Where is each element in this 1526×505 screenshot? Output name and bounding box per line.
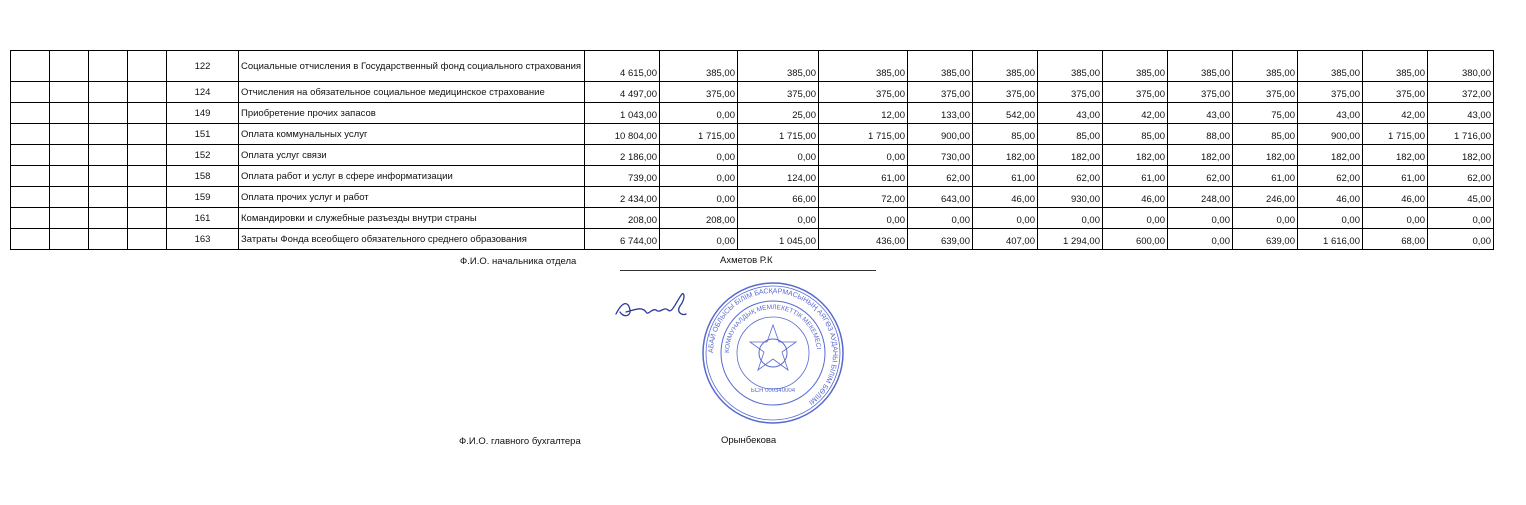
empty-cell <box>11 51 50 82</box>
stamp-outer-text: АБАЙ ОБЛЫСЫ БІЛІМ БАСҚАРМАСЫНЫҢ АЯГӨЗ АУДАНЫ БІЛІМ БӨЛІМІ <box>707 287 839 406</box>
empty-cell <box>50 145 89 166</box>
row-month-value: 643,00 <box>908 187 973 208</box>
empty-cell <box>50 229 89 250</box>
row-month-value: 1 616,00 <box>1298 229 1363 250</box>
empty-cell <box>89 82 128 103</box>
empty-cell <box>128 187 167 208</box>
stamp-bin: БСН 000340004 <box>750 388 796 394</box>
row-month-value: 246,00 <box>1233 187 1298 208</box>
row-month-value: 600,00 <box>1103 229 1168 250</box>
row-month-value: 182,00 <box>1428 145 1494 166</box>
row-month-value: 0,00 <box>908 208 973 229</box>
row-total: 10 804,00 <box>585 124 660 145</box>
row-month-value: 375,00 <box>1168 82 1233 103</box>
empty-cell <box>128 229 167 250</box>
empty-cell <box>89 187 128 208</box>
row-name: Оплата коммунальных услуг <box>239 124 585 145</box>
row-month-value: 1 294,00 <box>1038 229 1103 250</box>
row-month-value: 43,00 <box>1428 103 1494 124</box>
row-month-value: 85,00 <box>1233 124 1298 145</box>
row-month-value: 0,00 <box>1428 229 1494 250</box>
row-month-value: 62,00 <box>1038 166 1103 187</box>
row-code: 159 <box>167 187 239 208</box>
row-month-value: 62,00 <box>1428 166 1494 187</box>
head-signature-line <box>620 270 876 271</box>
row-month-value: 730,00 <box>908 145 973 166</box>
row-name: Приобретение прочих запасов <box>239 103 585 124</box>
row-code: 151 <box>167 124 239 145</box>
row-month-value: 375,00 <box>1363 82 1428 103</box>
row-month-value: 68,00 <box>1363 229 1428 250</box>
row-month-value: 385,00 <box>738 51 819 82</box>
accountant-label: Ф.И.О. главного бухгалтера <box>459 436 581 447</box>
table-row <box>11 82 1494 103</box>
row-code: 158 <box>167 166 239 187</box>
row-month-value: 385,00 <box>1363 51 1428 82</box>
row-code: 124 <box>167 82 239 103</box>
row-month-value: 182,00 <box>1168 145 1233 166</box>
row-month-value: 85,00 <box>973 124 1038 145</box>
row-name: Командировки и служебные разъезды внутри страны <box>239 208 585 229</box>
row-month-value: 375,00 <box>660 82 738 103</box>
empty-cell <box>50 208 89 229</box>
empty-cell <box>128 51 167 82</box>
row-month-value: 208,00 <box>660 208 738 229</box>
row-month-value: 61,00 <box>973 166 1038 187</box>
row-month-value: 1 045,00 <box>738 229 819 250</box>
row-month-value: 375,00 <box>1233 82 1298 103</box>
row-month-value: 46,00 <box>1298 187 1363 208</box>
stamp-inner-text: КОММУНАЛДЫҚ МЕМЛЕКЕТТІК МЕКЕМЕСІ <box>723 303 822 354</box>
row-month-value: 75,00 <box>1233 103 1298 124</box>
row-month-value: 375,00 <box>908 82 973 103</box>
row-total: 4 615,00 <box>585 51 660 82</box>
row-month-value: 900,00 <box>908 124 973 145</box>
row-month-value: 85,00 <box>1038 124 1103 145</box>
table-row <box>11 187 1494 208</box>
row-month-value: 182,00 <box>1363 145 1428 166</box>
empty-cell <box>128 82 167 103</box>
empty-cell <box>89 208 128 229</box>
row-month-value: 639,00 <box>1233 229 1298 250</box>
empty-cell <box>11 145 50 166</box>
row-month-value: 0,00 <box>660 103 738 124</box>
row-month-value: 0,00 <box>660 229 738 250</box>
row-month-value: 182,00 <box>1103 145 1168 166</box>
row-month-value: 930,00 <box>1038 187 1103 208</box>
row-name: Затраты Фонда всеобщего обязательного среднего образования <box>239 229 585 250</box>
row-total: 6 744,00 <box>585 229 660 250</box>
row-month-value: 385,00 <box>1233 51 1298 82</box>
table-row <box>11 103 1494 124</box>
row-month-value: 436,00 <box>819 229 908 250</box>
row-month-value: 380,00 <box>1428 51 1494 82</box>
row-month-value: 375,00 <box>973 82 1038 103</box>
empty-cell <box>89 103 128 124</box>
row-month-value: 0,00 <box>1298 208 1363 229</box>
row-code: 163 <box>167 229 239 250</box>
empty-cell <box>50 187 89 208</box>
row-month-value: 62,00 <box>908 166 973 187</box>
row-month-value: 1 715,00 <box>660 124 738 145</box>
row-month-value: 372,00 <box>1428 82 1494 103</box>
row-month-value: 46,00 <box>1103 187 1168 208</box>
row-month-value: 0,00 <box>660 187 738 208</box>
row-month-value: 88,00 <box>1168 124 1233 145</box>
row-month-value: 0,00 <box>819 208 908 229</box>
table-row <box>11 51 1494 82</box>
row-code: 152 <box>167 145 239 166</box>
empty-cell <box>89 229 128 250</box>
official-stamp <box>700 280 846 426</box>
row-month-value: 182,00 <box>1233 145 1298 166</box>
row-month-value: 61,00 <box>1363 166 1428 187</box>
row-month-value: 12,00 <box>819 103 908 124</box>
row-month-value: 43,00 <box>1038 103 1103 124</box>
row-month-value: 43,00 <box>1298 103 1363 124</box>
table-row <box>11 166 1494 187</box>
empty-cell <box>89 166 128 187</box>
row-month-value: 66,00 <box>738 187 819 208</box>
row-month-value: 375,00 <box>1038 82 1103 103</box>
row-month-value: 0,00 <box>660 145 738 166</box>
empty-cell <box>11 103 50 124</box>
row-name: Оплата работ и услуг в сфере информатизации <box>239 166 585 187</box>
row-month-value: 0,00 <box>1038 208 1103 229</box>
row-month-value: 43,00 <box>1168 103 1233 124</box>
row-month-value: 0,00 <box>738 208 819 229</box>
empty-cell <box>11 82 50 103</box>
row-code: 149 <box>167 103 239 124</box>
empty-cell <box>89 124 128 145</box>
empty-cell <box>128 103 167 124</box>
row-month-value: 407,00 <box>973 229 1038 250</box>
row-total: 2 434,00 <box>585 187 660 208</box>
row-month-value: 182,00 <box>1298 145 1363 166</box>
table-row <box>11 208 1494 229</box>
row-month-value: 25,00 <box>738 103 819 124</box>
row-month-value: 0,00 <box>1168 208 1233 229</box>
row-month-value: 0,00 <box>1428 208 1494 229</box>
row-month-value: 1 715,00 <box>738 124 819 145</box>
row-month-value: 42,00 <box>1103 103 1168 124</box>
row-month-value: 182,00 <box>1038 145 1103 166</box>
row-total: 208,00 <box>585 208 660 229</box>
handwritten-signature <box>612 288 692 328</box>
table-body <box>11 51 1494 250</box>
row-month-value: 46,00 <box>1363 187 1428 208</box>
empty-cell <box>50 82 89 103</box>
row-month-value: 0,00 <box>1233 208 1298 229</box>
row-month-value: 385,00 <box>908 51 973 82</box>
row-month-value: 385,00 <box>1168 51 1233 82</box>
row-name: Оплата прочих услуг и работ <box>239 187 585 208</box>
row-name: Социальные отчисления в Государственный фонд социального страхования <box>239 51 585 82</box>
row-name: Отчисления на обязательное социальное медицинское страхование <box>239 82 585 103</box>
row-month-value: 385,00 <box>973 51 1038 82</box>
row-month-value: 248,00 <box>1168 187 1233 208</box>
empty-cell <box>50 124 89 145</box>
empty-cell <box>11 187 50 208</box>
row-month-value: 900,00 <box>1298 124 1363 145</box>
head-name: Ахметов Р.К <box>720 255 773 266</box>
empty-cell <box>128 145 167 166</box>
svg-text:КОММУНАЛДЫҚ МЕМЛЕКЕТТІК МЕКЕМЕ <box>724 304 822 353</box>
empty-cell <box>11 166 50 187</box>
row-month-value: 42,00 <box>1363 103 1428 124</box>
empty-cell <box>128 208 167 229</box>
table-row <box>11 124 1494 145</box>
row-month-value: 62,00 <box>1168 166 1233 187</box>
empty-cell <box>11 229 50 250</box>
empty-cell <box>89 145 128 166</box>
head-label: Ф.И.О. начальника отдела <box>460 256 577 267</box>
row-month-value: 385,00 <box>1103 51 1168 82</box>
row-month-value: 0,00 <box>1363 208 1428 229</box>
row-month-value: 62,00 <box>1298 166 1363 187</box>
empty-cell <box>50 103 89 124</box>
table-row <box>11 229 1494 250</box>
row-total: 2 186,00 <box>585 145 660 166</box>
row-month-value: 385,00 <box>819 51 908 82</box>
row-month-value: 542,00 <box>973 103 1038 124</box>
row-total: 1 043,00 <box>585 103 660 124</box>
row-month-value: 1 715,00 <box>819 124 908 145</box>
empty-cell <box>11 208 50 229</box>
row-month-value: 85,00 <box>1103 124 1168 145</box>
row-month-value: 72,00 <box>819 187 908 208</box>
empty-cell <box>128 166 167 187</box>
row-month-value: 45,00 <box>1428 187 1494 208</box>
row-month-value: 385,00 <box>1298 51 1363 82</box>
row-month-value: 46,00 <box>973 187 1038 208</box>
row-month-value: 0,00 <box>1168 229 1233 250</box>
row-month-value: 385,00 <box>1038 51 1103 82</box>
accountant-name: Орынбекова <box>721 435 777 446</box>
row-month-value: 375,00 <box>819 82 908 103</box>
empty-cell <box>50 51 89 82</box>
row-month-value: 1 715,00 <box>1363 124 1428 145</box>
empty-cell <box>11 124 50 145</box>
empty-cell <box>89 51 128 82</box>
row-code: 122 <box>167 51 239 82</box>
row-month-value: 182,00 <box>973 145 1038 166</box>
empty-cell <box>128 124 167 145</box>
row-month-value: 0,00 <box>660 166 738 187</box>
row-month-value: 0,00 <box>819 145 908 166</box>
table-row <box>11 145 1494 166</box>
row-month-value: 61,00 <box>1103 166 1168 187</box>
row-month-value: 375,00 <box>1103 82 1168 103</box>
row-month-value: 133,00 <box>908 103 973 124</box>
empty-cell <box>50 166 89 187</box>
row-name: Оплата услуг связи <box>239 145 585 166</box>
row-month-value: 61,00 <box>819 166 908 187</box>
row-month-value: 0,00 <box>973 208 1038 229</box>
row-month-value: 375,00 <box>738 82 819 103</box>
row-month-value: 1 716,00 <box>1428 124 1494 145</box>
budget-table <box>10 50 1494 250</box>
row-month-value: 61,00 <box>1233 166 1298 187</box>
row-code: 161 <box>167 208 239 229</box>
row-total: 739,00 <box>585 166 660 187</box>
row-month-value: 0,00 <box>738 145 819 166</box>
row-month-value: 375,00 <box>1298 82 1363 103</box>
row-month-value: 124,00 <box>738 166 819 187</box>
row-total: 4 497,00 <box>585 82 660 103</box>
row-month-value: 385,00 <box>660 51 738 82</box>
row-month-value: 0,00 <box>1103 208 1168 229</box>
row-month-value: 639,00 <box>908 229 973 250</box>
